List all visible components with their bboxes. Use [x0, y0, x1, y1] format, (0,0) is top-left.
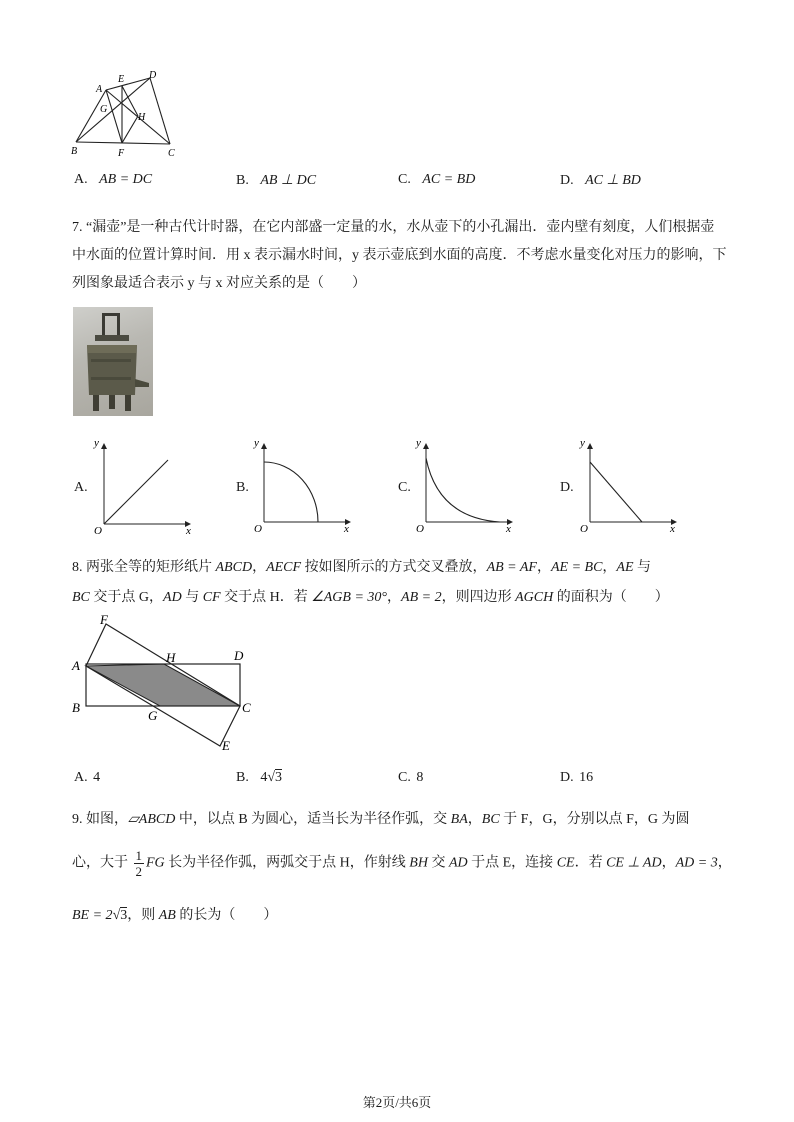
q8-label-d: D — [234, 648, 244, 663]
q9-text: 交 — [427, 855, 449, 871]
q9-text: 9. 如图， — [72, 812, 128, 827]
q8-option-b-value: 4 — [260, 770, 268, 785]
q9-text: 于点 E，连接 — [467, 855, 557, 871]
q6-option-a-letter: A. — [74, 172, 88, 187]
q6-label-h: H — [138, 112, 146, 123]
q7b-y-label: y — [254, 437, 259, 449]
q9-text: ， — [717, 855, 732, 871]
q8-label-h: H — [166, 650, 176, 665]
q9-math: CE ⊥ AD — [606, 855, 662, 871]
q8-text: 按如图所示的方式交叉叠放， — [301, 560, 487, 575]
q8-text: ， — [252, 560, 267, 575]
q8-option-a[interactable] — [74, 770, 100, 786]
q8-math: AD — [163, 590, 182, 605]
q8-text: 与 — [633, 560, 652, 575]
q7-option-b-letter[interactable]: B. — [236, 480, 249, 495]
q7c-y-label: y — [416, 437, 421, 449]
q8-option-d[interactable] — [560, 770, 593, 786]
q9-line-2 — [72, 848, 732, 888]
q6-option-c[interactable] — [398, 172, 475, 188]
q7-graph-a[interactable] — [86, 436, 196, 536]
q7d-o-label: O — [580, 523, 588, 535]
q9-math: AD = 3 — [675, 855, 718, 871]
q6-option-a-expr: AB = DC — [99, 172, 153, 187]
q7-line-1: 7. “漏壶”是一种古代计时器，在它内部盛一定量的水，水从壶下的小孔漏出．壶内壁有刻度，人们根据壶 — [72, 220, 715, 235]
q6-label-g: G — [100, 104, 108, 115]
water-clock-photo — [73, 307, 153, 416]
q8-label-b: B — [72, 700, 80, 715]
q8-math: AB = 2 — [401, 590, 442, 605]
q9-text: ，则 — [127, 908, 159, 923]
q8-text: ， — [387, 590, 402, 605]
q7a-o-label: O — [94, 525, 102, 536]
q8-option-b-letter: B. — [236, 770, 249, 785]
q8-text: 交于点 H．若 — [220, 590, 312, 605]
q9-line-1 — [72, 808, 689, 828]
q7-line-2: 中水面的位置计算时间．用 x 表示漏水时间，y 表示壶底到水面的高度．不考虑水量变化对压力的影响，下 — [72, 248, 727, 263]
q9-math: BE = 2 — [72, 908, 113, 923]
q8-option-c-letter: C. — [398, 770, 411, 785]
fraction-denominator: 2 — [135, 864, 142, 879]
q9-text: 中，以点 B 为圆心，适当长为半径作弧，交 — [175, 812, 451, 827]
q8-text: 8. 两张全等的矩形纸片 — [72, 560, 216, 575]
q8-option-c[interactable] — [398, 770, 423, 786]
q8-text: 交于点 G， — [89, 590, 164, 605]
q9-math: BC — [481, 812, 500, 827]
q9-text: ， — [467, 812, 482, 827]
q6-option-a[interactable] — [74, 172, 152, 188]
q8-text: 与 — [181, 590, 203, 605]
q8-line-2 — [72, 586, 669, 606]
q8-math: CF — [202, 590, 221, 605]
q6-label-b: B — [71, 146, 78, 157]
q7b-o-label: O — [254, 523, 262, 535]
q7-graph-b[interactable] — [248, 436, 358, 536]
q9-text: 于 F，G，分别以点 F，G 为圆 — [499, 812, 690, 827]
q7-graph-d[interactable] — [574, 436, 684, 536]
q7a-y-label: y — [94, 437, 99, 449]
q8-math: AE — [616, 560, 634, 575]
q6-label-c: C — [168, 148, 175, 159]
q7c-o-label: O — [416, 523, 424, 535]
q8-option-c-value: 8 — [416, 770, 424, 785]
q8-math: ∠AGB = 30° — [311, 590, 388, 605]
q6-option-b-expr: AB ⊥ DC — [260, 173, 317, 188]
q6-figure — [66, 68, 186, 160]
q9-text: ， — [661, 855, 676, 871]
q7a-x-label: x — [186, 525, 191, 536]
q8-math: AGCH — [515, 590, 554, 605]
q6-label-a: A — [96, 84, 103, 95]
q8-text: ，则四边形 — [441, 590, 516, 605]
q9-text: ．若 — [574, 855, 607, 871]
q8-math: BC — [72, 590, 90, 605]
q7-line-3: 列图象最适合表示 y 与 x 对应关系的是（ ） — [72, 276, 366, 291]
q8-option-b-radicand: 3 — [275, 770, 283, 785]
q8-label-f: F — [100, 612, 108, 627]
q7d-y-label: y — [580, 437, 585, 449]
q9-math: BH — [409, 855, 428, 871]
q6-option-c-letter: C. — [398, 172, 411, 187]
q6-option-d-expr: AC ⊥ BD — [585, 173, 641, 188]
q7c-x-label: x — [506, 523, 511, 535]
q6-option-c-expr: AC = BD — [422, 172, 476, 187]
q7d-x-label: x — [670, 523, 675, 535]
q8-math: AE = BC — [550, 560, 603, 575]
q8-text: ， — [602, 560, 617, 575]
page-footer: 第2页/共6页 — [362, 1095, 432, 1110]
q8-line-1 — [72, 556, 651, 576]
q7-option-d-letter[interactable]: D. — [560, 480, 574, 495]
q8-option-a-value: 4 — [93, 770, 101, 785]
q8-option-b[interactable] — [236, 770, 282, 786]
q6-option-d-letter: D. — [560, 173, 574, 188]
q9-text: 长为半径作弧，两弧交于点 H，作射线 — [164, 855, 410, 871]
q9-math: FG — [146, 855, 165, 871]
sqrt-symbol: √ — [112, 908, 121, 923]
q9-text: 心，大于 — [72, 855, 132, 871]
q8-label-e: E — [222, 738, 230, 753]
q8-label-g: G — [148, 708, 158, 723]
q6-label-e: E — [118, 74, 125, 85]
q7-option-c-letter[interactable]: C. — [398, 480, 411, 495]
fraction — [134, 848, 145, 879]
q7b-x-label: x — [344, 523, 349, 535]
q9-text: 的长为（ ） — [175, 908, 278, 923]
q8-figure — [66, 612, 266, 758]
q9-math: AB — [158, 908, 176, 923]
q6-option-b[interactable] — [236, 172, 316, 189]
q6-option-d[interactable] — [560, 172, 641, 189]
sqrt-symbol: √ — [267, 770, 276, 785]
fraction-numerator: 1 — [135, 848, 142, 863]
q8-math: AB = AF — [486, 560, 537, 575]
q7-graph-c[interactable] — [410, 436, 520, 536]
q8-math: ABCD — [215, 560, 253, 575]
q8-option-d-letter: D. — [560, 770, 574, 785]
q9-math: AD — [448, 855, 468, 871]
q9-math: ▱ABCD — [128, 812, 176, 827]
q8-label-c: C — [242, 700, 251, 715]
q9-line-3 — [72, 904, 277, 924]
q9-math: CE — [556, 855, 575, 871]
q8-option-a-letter: A. — [74, 770, 88, 785]
q8-label-a: A — [72, 658, 80, 673]
q6-label-d: D — [149, 70, 157, 81]
q8-text: 的面积为（ ） — [553, 590, 669, 605]
q8-option-d-value: 16 — [579, 770, 594, 785]
q9-math: BA — [450, 812, 468, 827]
q8-text: ， — [536, 560, 551, 575]
q7-option-a-letter[interactable]: A. — [74, 480, 88, 495]
q8-math: AECF — [266, 560, 302, 575]
q9-radicand: 3 — [120, 908, 128, 923]
q6-label-f: F — [118, 148, 125, 159]
q6-option-b-letter: B. — [236, 173, 249, 188]
